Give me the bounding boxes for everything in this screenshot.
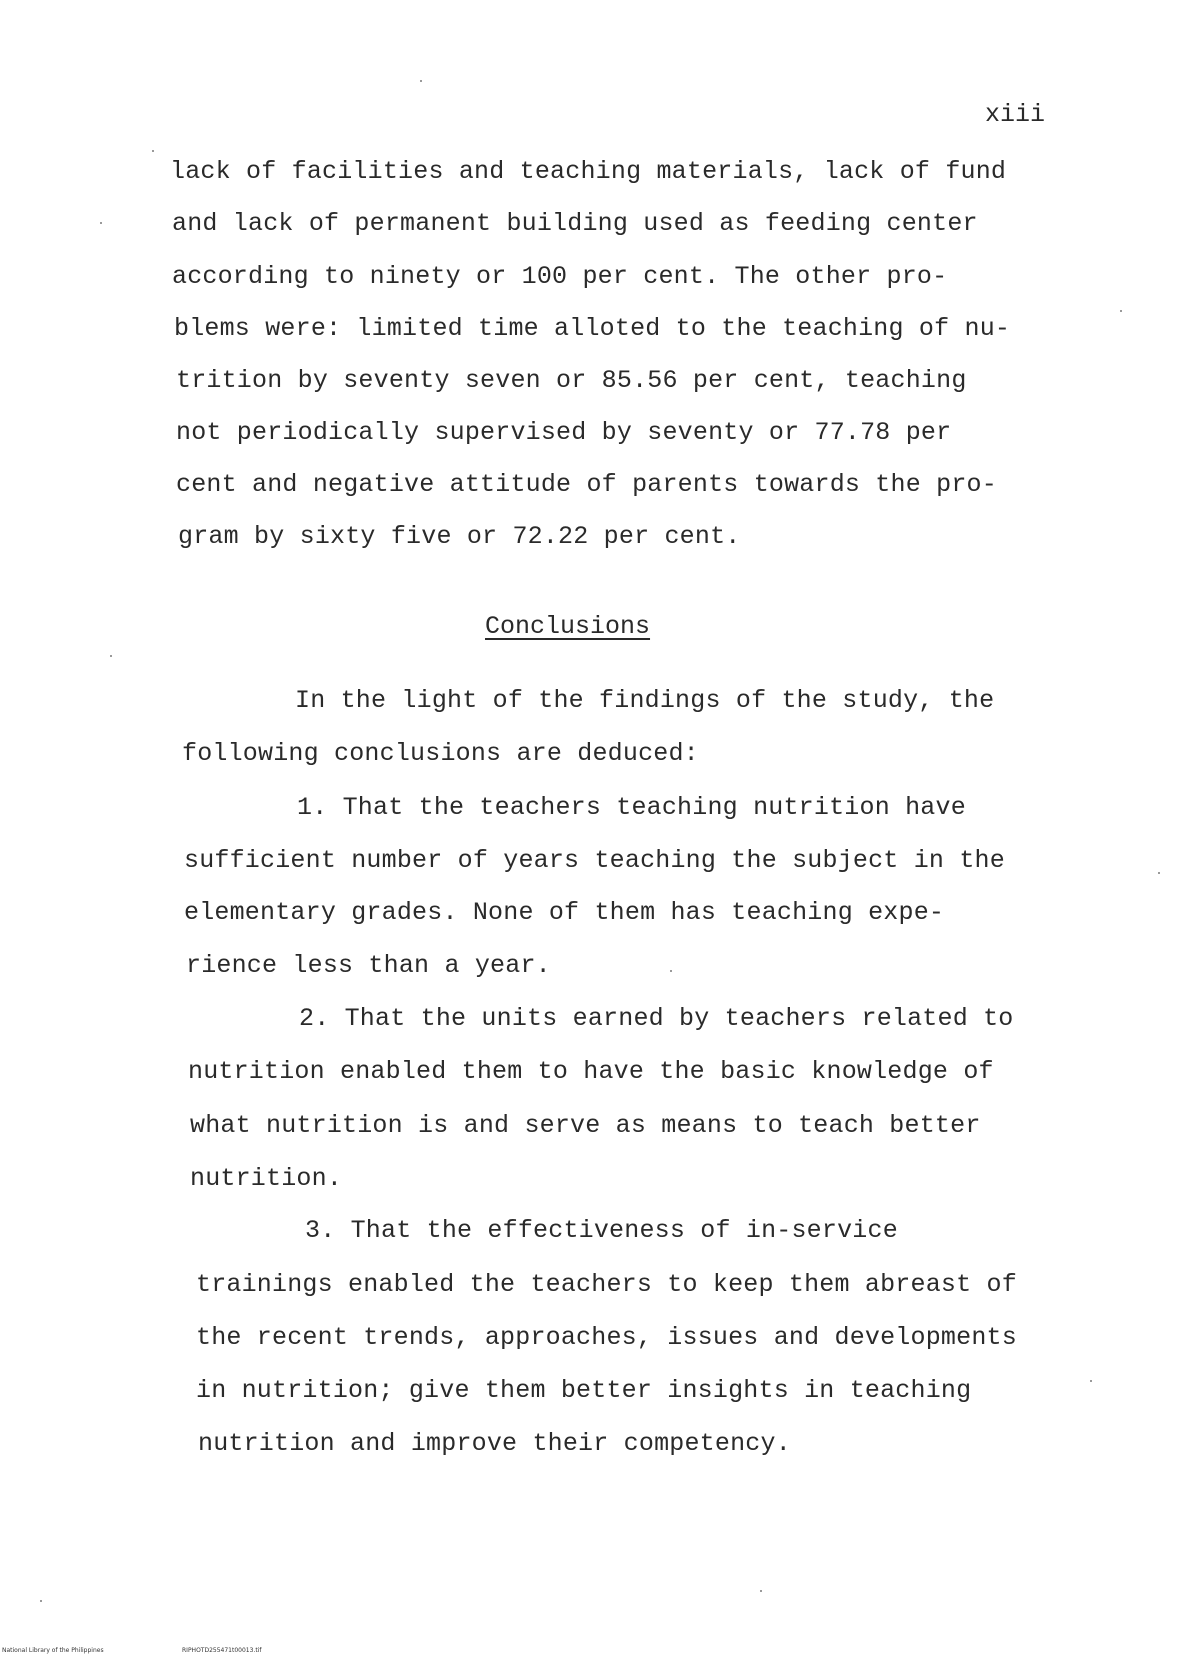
conclusion-3-line: trainings enabled the teachers to keep them abreast of bbox=[196, 1270, 1017, 1299]
conclusion-2-line: 2. That the units earned by teachers related to bbox=[299, 1004, 1014, 1033]
scan-speck bbox=[1120, 310, 1122, 312]
footer-file-label: RIPHOTD255471t00013.tif bbox=[182, 1647, 262, 1654]
conclusion-3-line: nutrition and improve their competency. bbox=[198, 1429, 791, 1458]
conclusion-1-line: elementary grades. None of them has teaching expe- bbox=[184, 898, 945, 927]
paragraph-line: trition by seventy seven or 85.56 per cent, teaching bbox=[176, 366, 967, 395]
conclusion-3-line: the recent trends, approaches, issues and developments bbox=[196, 1323, 1017, 1352]
intro-line: In the light of the findings of the study, the bbox=[295, 686, 995, 715]
paragraph-line: cent and negative attitude of parents towards the pro- bbox=[176, 470, 997, 499]
scan-speck bbox=[420, 80, 422, 82]
scan-speck bbox=[1158, 872, 1160, 874]
scan-speck bbox=[1090, 1380, 1092, 1382]
paragraph-line: not periodically supervised by seventy or 77.78 per bbox=[176, 418, 952, 447]
conclusion-2-line: what nutrition is and serve as means to teach better bbox=[190, 1111, 981, 1140]
paragraph-line: according to ninety or 100 per cent. The other pro- bbox=[172, 262, 948, 291]
paragraph-line: blems were: limited time alloted to the teaching of nu- bbox=[174, 314, 1011, 343]
scan-speck bbox=[760, 1590, 762, 1592]
scan-speck bbox=[670, 970, 672, 972]
conclusion-3-line: in nutrition; give them better insights in teaching bbox=[196, 1376, 972, 1405]
conclusion-3-line: 3. That the effectiveness of in-service bbox=[305, 1216, 898, 1245]
conclusion-1-line: 1. That the teachers teaching nutrition have bbox=[297, 793, 966, 822]
conclusion-2-line: nutrition. bbox=[190, 1164, 343, 1193]
paragraph-line: and lack of permanent building used as feeding center bbox=[172, 209, 978, 238]
conclusion-2-line: nutrition enabled them to have the basic knowledge of bbox=[188, 1057, 994, 1086]
paragraph-line: lack of facilities and teaching materials, lack of fund bbox=[170, 157, 1007, 186]
section-heading: Conclusions bbox=[485, 612, 651, 641]
page-number: xiii bbox=[985, 100, 1046, 129]
scan-speck bbox=[152, 150, 154, 152]
scan-speck bbox=[100, 222, 102, 224]
scan-speck bbox=[40, 1600, 42, 1602]
conclusion-1-line: sufficient number of years teaching the subject in the bbox=[184, 846, 1005, 875]
intro-line: following conclusions are deduced: bbox=[182, 739, 699, 768]
paragraph-line: gram by sixty five or 72.22 per cent. bbox=[178, 522, 741, 551]
scan-speck bbox=[110, 655, 112, 657]
footer-library-label: National Library of the Philippines bbox=[2, 1647, 104, 1654]
conclusion-1-line: rience less than a year. bbox=[186, 951, 551, 980]
